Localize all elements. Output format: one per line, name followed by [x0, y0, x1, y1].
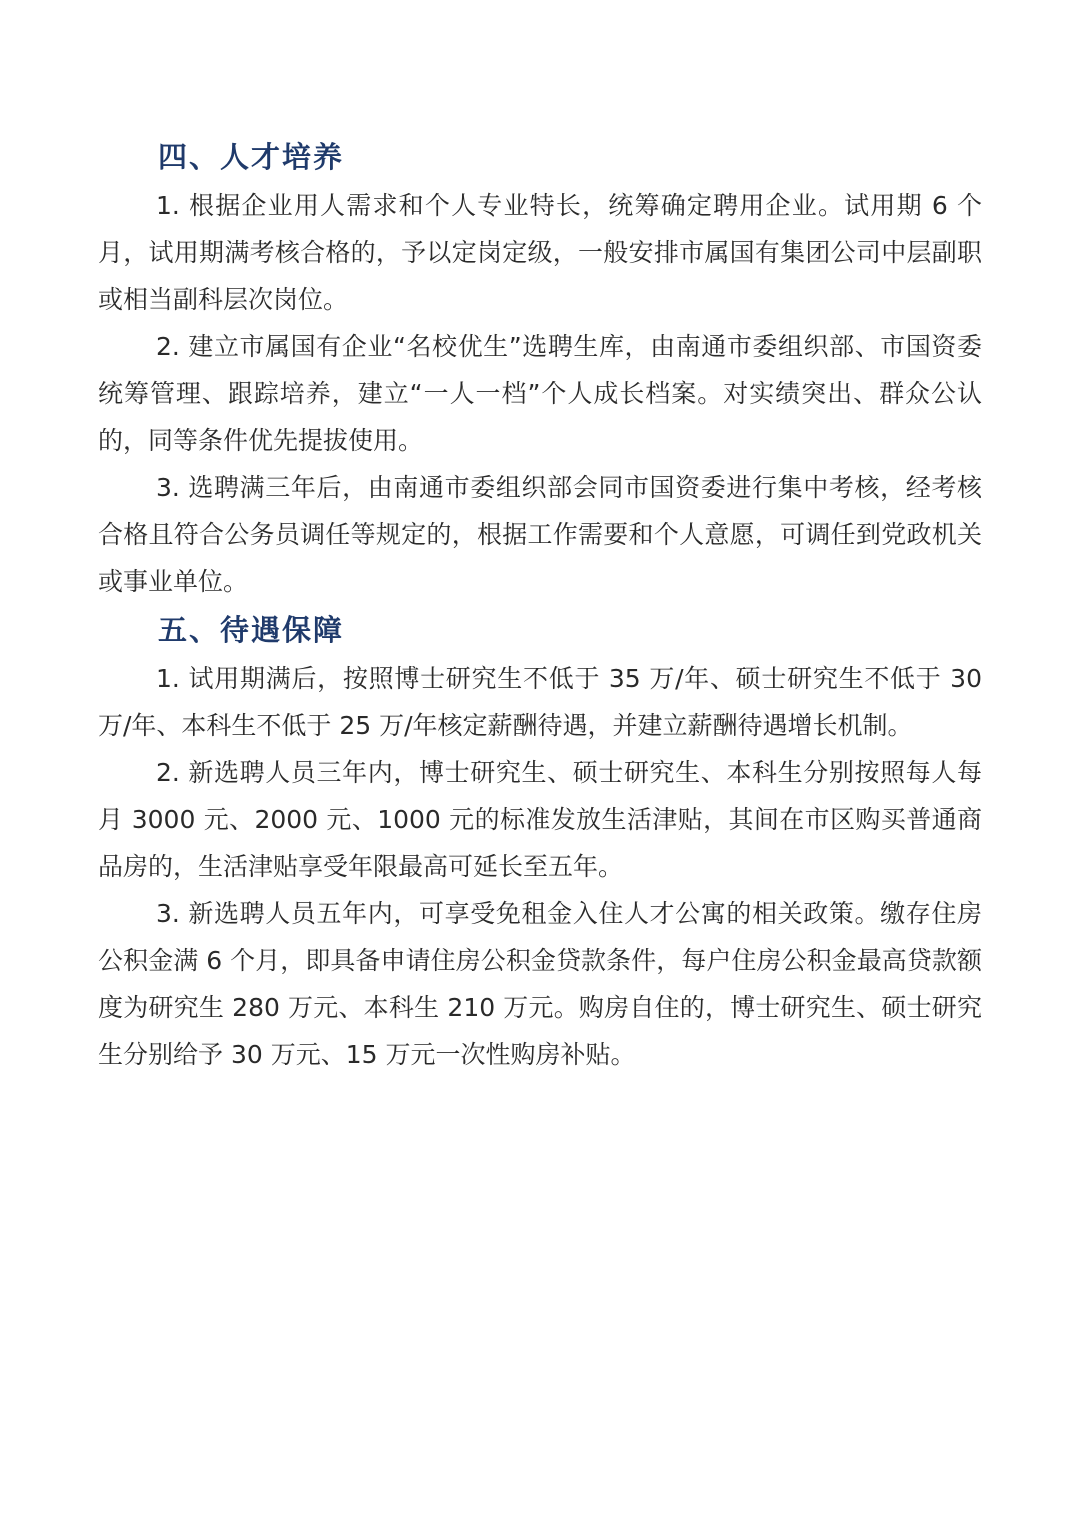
paragraph: 2. 新选聘人员三年内，博士研究生、硕士研究生、本科生分别按照每人每月 3000 元、2000 元、1000 元的标准发放生活津贴，其间在市区购买普通商品房的，生活津贴享受年限最高可延长至五年。 — [98, 758, 982, 881]
paragraph: 1. 根据企业用人需求和个人专业特长，统筹确定聘用企业。试用期 6 个月，试用期满考核合格的，予以定岗定级，一般安排市属国有集团公司中层副职或相当副科层次岗位。 — [98, 191, 982, 314]
section-benefits — [98, 605, 982, 1078]
section-heading: 四、人才培养 — [158, 140, 345, 174]
document-page — [98, 132, 982, 1078]
section-heading: 五、待遇保障 — [158, 613, 345, 647]
paragraph: 2. 建立市属国有企业“名校优生”选聘生库，由南通市委组织部、市国资委统筹管理、跟踪培养，建立“一人一档”个人成长档案。对实绩突出、群众公认的，同等条件优先提拔使用。 — [98, 332, 982, 455]
paragraph: 3. 新选聘人员五年内，可享受免租金入住人才公寓的相关政策。缴存住房公积金满 6 个月，即具备申请住房公积金贷款条件，每户住房公积金最高贷款额度为研究生 280 万元、本科生 210 万元。购房自住的，博士研究生、硕士研究生分别给予 30 万元、15 万元一次性购房补贴。 — [98, 899, 982, 1069]
paragraph: 3. 选聘满三年后，由南通市委组织部会同市国资委进行集中考核，经考核合格且符合公务员调任等规定的，根据工作需要和个人意愿，可调任到党政机关或事业单位。 — [98, 473, 982, 596]
paragraph: 1. 试用期满后，按照博士研究生不低于 35 万/年、硕士研究生不低于 30 万/年、本科生不低于 25 万/年核定薪酬待遇，并建立薪酬待遇增长机制。 — [98, 664, 982, 740]
section-talent-training — [98, 132, 982, 605]
